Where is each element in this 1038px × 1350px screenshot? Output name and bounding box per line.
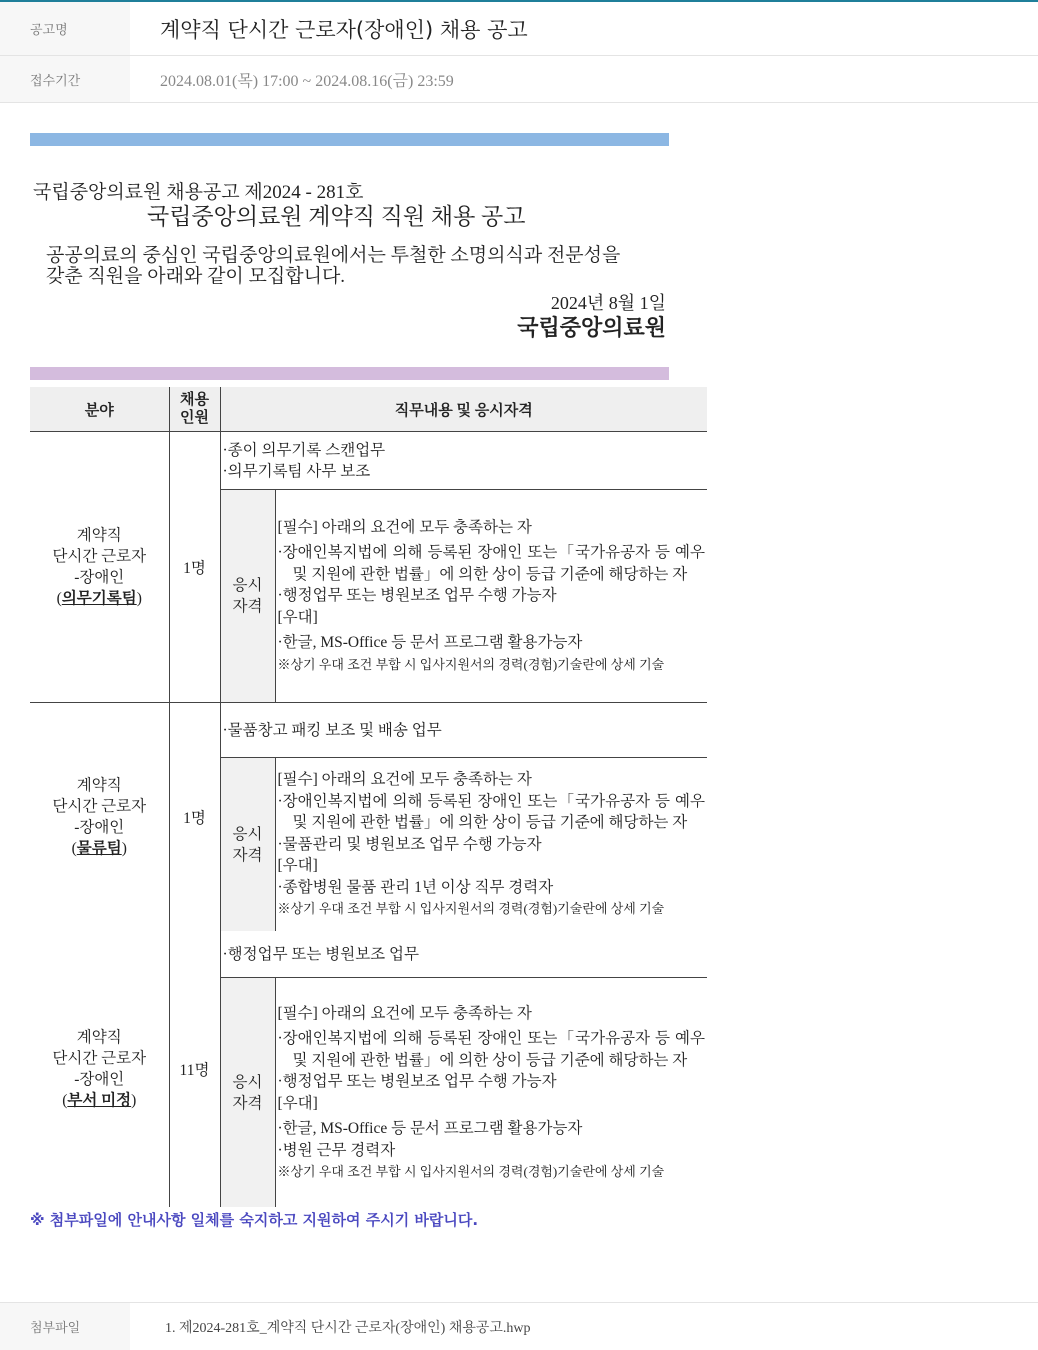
header-count-line2: 인원 xyxy=(180,410,209,426)
qual-label-line1: 응시 xyxy=(232,1073,263,1091)
preferred-item: ·한글, MS-Office 등 문서 프로그램 활용가능자 xyxy=(277,634,583,652)
preferred-title: [우대] xyxy=(277,857,318,875)
preferred-item: ·병원 근무 경력자 xyxy=(277,1141,396,1159)
cat-line: 단시간 근로자 xyxy=(52,798,147,815)
row-2-qualifications xyxy=(275,758,707,932)
required-item: ·장애인복지법에 의해 등록된 장애인 또는「국가유공자 등 예우 및 지원에 관한 법률」에 의한 상이 등급 기준에 해당하는 자 xyxy=(277,544,706,583)
period-row xyxy=(0,56,1038,103)
row-1-count: 1명 xyxy=(169,432,220,703)
qual-label-line2: 자격 xyxy=(232,1094,263,1112)
attachment-label: 첨부파일 xyxy=(0,1303,130,1350)
required-item: ·물품관리 및 병원보조 업무 수행 가능자 xyxy=(277,835,542,853)
required-item: ·행정업무 또는 병원보조 업무 수행 가능자 xyxy=(277,587,557,605)
cat-paren: ( xyxy=(62,1092,68,1109)
preferred-note: ※상기 우대 조건 부합 시 입사지원서의 경력(경험)기술란에 상세 기술 xyxy=(277,656,665,672)
document-title: 국립중앙의료원 계약직 직원 채용 공고 xyxy=(147,204,526,229)
table-row xyxy=(30,931,707,978)
cat-paren: ) xyxy=(131,1092,137,1109)
notice-number: 국립중앙의료원 채용공고 제2024 - 281호 xyxy=(33,182,364,203)
organization-name: 국립중앙의료원 xyxy=(517,315,666,340)
table-header-row xyxy=(30,387,707,432)
table-row xyxy=(30,703,707,758)
required-item: ·장애인복지법에 의해 등록된 장애인 또는「국가유공자 등 예우 및 지원에 관한 법률」에 의한 상이 등급 기준에 해당하는 자 xyxy=(277,792,706,832)
cat-line: -장애인 xyxy=(74,569,125,586)
row-1-category xyxy=(30,432,169,703)
row-3-count: 11명 xyxy=(169,931,220,1207)
row-3-duties xyxy=(220,931,707,978)
duty-item: ·종이 의무기록 스캔업무 xyxy=(222,441,386,459)
mid-color-bar xyxy=(30,367,669,380)
row-2-count: 1명 xyxy=(169,703,220,932)
attachment-notice: ※ 첨부파일에 안내사항 일체를 숙지하고 지원하여 주시기 바랍니다. xyxy=(30,1211,479,1229)
row-2-category xyxy=(30,703,169,932)
recruitment-table xyxy=(30,387,707,1207)
attachment-row xyxy=(0,1302,1038,1350)
qual-label-line2: 자격 xyxy=(232,598,263,615)
row-1-qualifications xyxy=(275,490,707,703)
document-date: 2024년 8월 1일 xyxy=(550,293,666,313)
title-label: 공고명 xyxy=(0,2,130,55)
preferred-item: ·종합병원 물품 관리 1년 이상 직무 경력자 xyxy=(277,878,554,896)
preferred-title: [우대] xyxy=(277,608,318,626)
table-row xyxy=(30,432,707,490)
row-1-duties xyxy=(220,432,707,490)
team-name: 물류팀 xyxy=(76,840,122,857)
required-title: [필수] 아래의 요건에 모두 충족하는 자 xyxy=(277,771,532,789)
required-title: [필수] 아래의 요건에 모두 충족하는 자 xyxy=(277,518,532,536)
header-count-line1: 채용 xyxy=(180,392,209,408)
header-content: 직무내용 및 응시자격 xyxy=(220,387,707,432)
qualification-label xyxy=(220,978,275,1208)
cat-paren: ) xyxy=(121,840,127,857)
top-color-bar xyxy=(30,133,669,146)
period-label: 접수기간 xyxy=(0,56,130,102)
duty-item: ·물품창고 패킹 보조 및 배송 업무 xyxy=(222,721,442,739)
qual-label-line2: 자격 xyxy=(232,846,263,864)
period-value: 2024.08.01(목) 17:00 ~ 2024.08.16(금) 23:59 xyxy=(160,72,454,90)
preferred-note: ※상기 우대 조건 부합 시 입사지원서의 경력(경험)기술란에 상세 기술 xyxy=(277,901,665,917)
attachment-file-link[interactable]: 1. 제2024-281호_계약직 단시간 근로자(장애인) 채용공고.hwp xyxy=(165,1320,531,1336)
preferred-title: [우대] xyxy=(277,1094,318,1112)
cat-line: 단시간 근로자 xyxy=(52,1050,147,1067)
row-2-duties xyxy=(220,703,707,758)
cat-paren: ( xyxy=(56,590,62,607)
qual-label-line1: 응시 xyxy=(232,825,263,843)
qualification-label xyxy=(220,758,275,932)
header-count xyxy=(169,387,220,432)
header-field: 분야 xyxy=(30,387,169,432)
cat-line: 계약직 xyxy=(76,777,122,794)
preferred-item: ·한글, MS-Office 등 문서 프로그램 활용가능자 xyxy=(277,1120,583,1137)
duty-item: ·의무기록팀 사무 보조 xyxy=(222,462,371,480)
cat-paren: ) xyxy=(136,590,142,607)
page-title: 계약직 단시간 근로자(장애인) 채용 공고 xyxy=(160,17,528,42)
row-3-qualifications xyxy=(275,978,707,1208)
duty-item: ·행정업무 또는 병원보조 업무 xyxy=(222,945,419,963)
cat-line: 단시간 근로자 xyxy=(52,548,147,565)
required-title: [필수] 아래의 요건에 모두 충족하는 자 xyxy=(277,1004,532,1022)
required-item: ·행정업무 또는 병원보조 업무 수행 가능자 xyxy=(277,1073,557,1090)
title-row xyxy=(0,2,1038,56)
row-3-category xyxy=(30,931,169,1207)
intro-line-2: 갖춘 직원을 아래와 같이 모집합니다. xyxy=(46,266,346,287)
cat-paren: ( xyxy=(71,840,77,857)
cat-line: 계약직 xyxy=(76,527,122,544)
cat-line: 계약직 xyxy=(76,1029,122,1046)
qual-label-line1: 응시 xyxy=(232,577,263,594)
cat-line: -장애인 xyxy=(74,1071,125,1088)
cat-line: -장애인 xyxy=(74,819,125,836)
qualification-label xyxy=(220,490,275,703)
team-name: 부서 미정 xyxy=(67,1092,132,1109)
team-name: 의무기록팀 xyxy=(61,590,137,607)
preferred-note: ※상기 우대 조건 부합 시 입사지원서의 경력(경험)기술란에 상세 기술 xyxy=(277,1164,665,1179)
required-item: ·장애인복지법에 의해 등록된 장애인 또는「국가유공자 등 예우 및 지원에 관한 법률」에 의한 상이 등급 기준에 해당하는 자 xyxy=(277,1030,706,1069)
intro-line-1: 공공의료의 중심인 국립중앙의료원에서는 투철한 소명의식과 전문성을 xyxy=(46,245,621,266)
